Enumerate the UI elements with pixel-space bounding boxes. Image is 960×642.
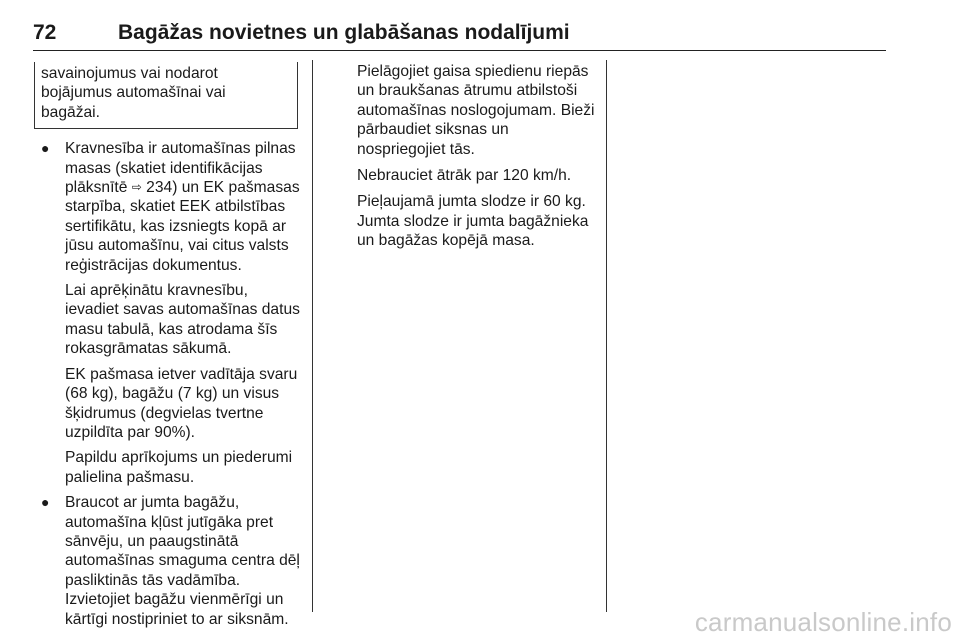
warning-box bbox=[34, 62, 298, 129]
paragraph: Nebrauciet ātrāk par 120 km/h. bbox=[357, 167, 572, 185]
paragraph: Pielāgojiet gaisa spiedienu riepās un braukšanas ātrumu atbilstoši automašīnas noslogojumam. Bieži pārbaudiet siksnas un nospriegojiet tās. bbox=[357, 63, 595, 158]
page-number: 72 bbox=[33, 21, 57, 44]
bullet-dot-icon: ● bbox=[41, 494, 50, 511]
page-title: Bagāžas novietnes un glabāšanas nodalījumi bbox=[118, 21, 570, 44]
bullet-dot-icon: ● bbox=[41, 140, 50, 157]
column-1 bbox=[35, 62, 303, 635]
warning-line: bojājumus automašīnai vai bbox=[41, 84, 226, 102]
column-divider-left bbox=[312, 60, 313, 612]
sub-paragraph: Papildu aprīkojums un piederumi palielina pašmasu. bbox=[65, 449, 293, 486]
bullet-text: ) un EK pašmasas starpība, skatiet EEK atbilstības sertifikātu, kas izsniegts kopā ar jūsu automašīnu, vai citus valsts reģistrācijas dokumentus. bbox=[65, 179, 300, 274]
sub-paragraph: Lai aprēķinātu kravnesību, ievadiet savas automašīnas datus masu tabulā, kas atrodama šīs rokasgrāmatas sākumā. bbox=[65, 282, 300, 358]
bullet-item-roof-load bbox=[35, 493, 303, 629]
bullet-sub-paragraphs bbox=[35, 281, 303, 487]
warning-line: bagāžai. bbox=[41, 103, 100, 121]
bullet-text: Kravnesība ir automašīnas pilnas masas (skatiet identifikācijas plāksnītē bbox=[65, 140, 296, 197]
paragraph: Pieļaujamā jumta slodze ir 60 kg. Jumta slodze ir jumta bagāžnieka un bagāžas kopējā masa. bbox=[357, 193, 589, 250]
bullet-item-payload bbox=[35, 139, 303, 275]
warning-line: savainojumus vai nodarot bbox=[41, 65, 218, 82]
page-header bbox=[33, 20, 886, 51]
bullet-list bbox=[35, 139, 303, 629]
sub-paragraph: EK pašmasa ietver vadītāja svaru (68 kg), bagāžu (7 kg) un visus šķidrumus (degvielas tvertne uzpildīta par 90%). bbox=[65, 365, 298, 441]
page-reference-link[interactable]: 234 bbox=[146, 179, 173, 197]
watermark: carmanualsonline.info bbox=[694, 607, 952, 637]
bullet-text: Braucot ar jumta bagāžu, automašīna kļūst jutīgāka pret sānvēju, un paaugstinātā automašīnas smaguma centra dēļ pasliktinās tās vadāmība. Izvietojiet bagāžu vienmērīgi un kārtīgi nostipriniet to ar siksnām. bbox=[65, 494, 300, 628]
column-2 bbox=[357, 62, 597, 258]
arrow-right-icon: ⇨ bbox=[131, 180, 142, 195]
column-divider-right bbox=[606, 60, 607, 612]
